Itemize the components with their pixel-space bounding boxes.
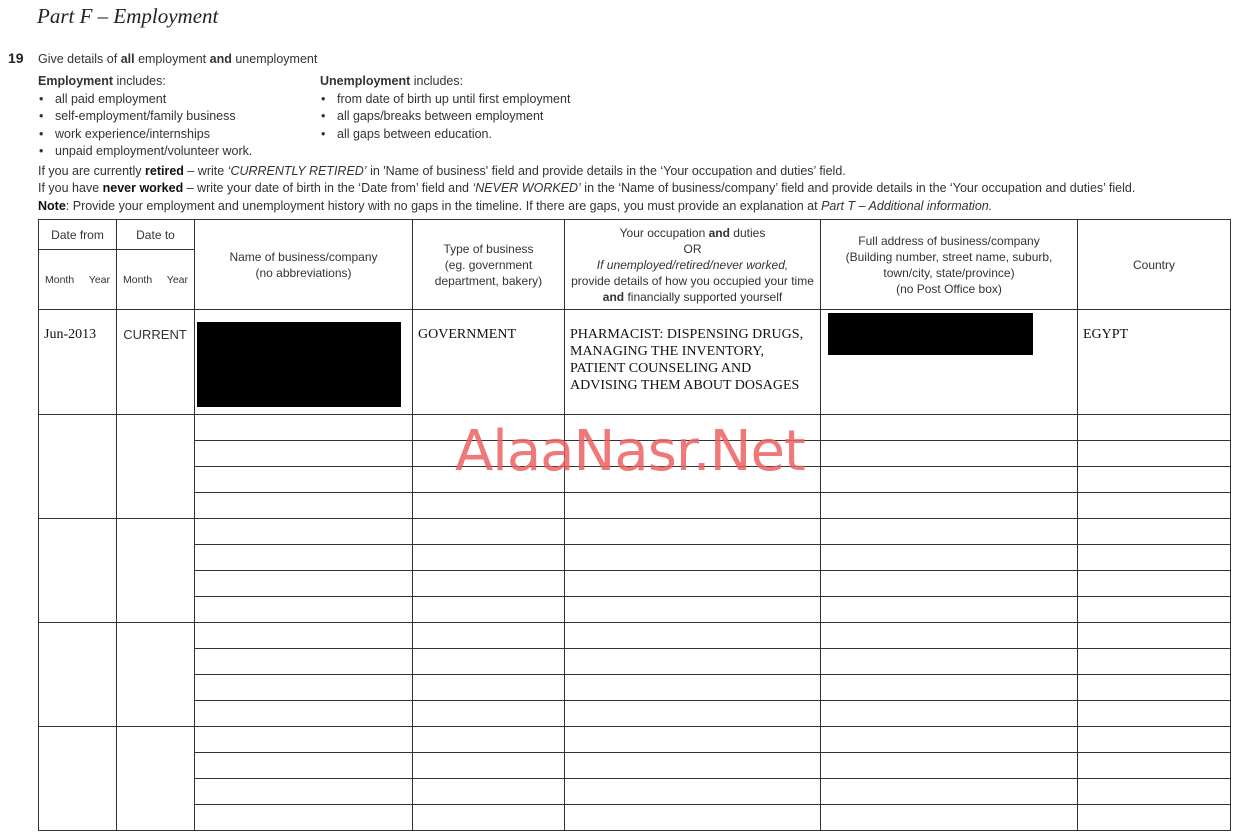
business-type-cell[interactable] [413, 545, 565, 571]
country-cell[interactable] [1078, 415, 1231, 441]
table-row [39, 623, 1231, 649]
unemployment-list [320, 91, 570, 144]
country-cell[interactable] [1078, 623, 1231, 649]
address-cell[interactable] [821, 441, 1078, 467]
table-row [39, 545, 1231, 571]
list-item: • work experience/internships [38, 126, 252, 144]
country-cell[interactable] [1078, 675, 1231, 701]
table-row [39, 727, 1231, 753]
business-type-cell[interactable] [413, 779, 565, 805]
country-cell[interactable] [1078, 597, 1231, 623]
never-worked-note: If you have never worked – write your date of birth in the ‘Date from’ field and ‘NEVER WORKED’ in the ‘Name of business/company’ field and provide details in the ‘Your occupation and duties’ field. [38, 181, 1136, 195]
country-header: Country [1078, 220, 1231, 310]
business-name-cell[interactable] [195, 675, 413, 701]
business-type-cell[interactable] [413, 493, 565, 519]
occupation-cell[interactable] [565, 727, 821, 753]
gaps-note: Note: Provide your employment and unemployment history with no gaps in the timeline. If there are gaps, you must provide an explanation at Part T – Additional information. [38, 199, 993, 213]
table-row [39, 649, 1231, 675]
business-type-cell[interactable]: GOVERNMENT [413, 310, 565, 415]
business-name-cell[interactable] [195, 493, 413, 519]
business-type-header: Type of business (eg. government department, bakery) [413, 220, 565, 310]
business-name-cell[interactable] [195, 545, 413, 571]
address-cell[interactable] [821, 753, 1078, 779]
employment-heading: Employment [38, 74, 114, 88]
table-row [39, 779, 1231, 805]
business-name-cell[interactable] [195, 727, 413, 753]
table-row [39, 597, 1231, 623]
business-type-cell[interactable] [413, 727, 565, 753]
country-cell[interactable] [1078, 753, 1231, 779]
occupation-cell[interactable]: PHARMACIST: DISPENSING DRUGS, MANAGING THE INVENTORY, PATIENT COUNSELING AND ADVISING THEM ABOUT DOSAGES [565, 310, 821, 415]
table-row [39, 441, 1231, 467]
business-type-cell[interactable] [413, 753, 565, 779]
address-cell[interactable] [821, 415, 1078, 441]
date-to-cell[interactable] [117, 415, 195, 519]
business-type-cell[interactable] [413, 441, 565, 467]
date-from-cell[interactable] [39, 415, 117, 519]
business-type-cell[interactable] [413, 675, 565, 701]
occupation-cell[interactable] [565, 753, 821, 779]
watermark: AlaaNasr.Net [455, 419, 805, 484]
address-cell[interactable] [821, 701, 1078, 727]
table-row [39, 571, 1231, 597]
employment-includes: Employment includes: • all paid employment • self-employment/family business • work experience/internships • unpaid employment/volunteer work. [38, 73, 252, 161]
question-text: Give details of all employment and unemployment [38, 52, 318, 66]
table-row [39, 675, 1231, 701]
business-type-cell[interactable] [413, 467, 565, 493]
address-cell[interactable] [821, 467, 1078, 493]
business-name-cell[interactable] [195, 779, 413, 805]
country-cell[interactable] [1078, 779, 1231, 805]
occupation-cell[interactable] [565, 571, 821, 597]
occupation-cell[interactable] [565, 415, 821, 441]
occupation-cell[interactable] [565, 493, 821, 519]
date-to-month-year: Month Year [117, 250, 195, 310]
table-row [39, 310, 1231, 415]
list-item: • unpaid employment/volunteer work. [38, 143, 252, 161]
country-cell[interactable] [1078, 805, 1231, 831]
list-item: • all paid employment [38, 91, 252, 109]
date-from-cell[interactable]: Jun-2013 [39, 310, 117, 415]
list-item: • from date of birth up until first employment [320, 91, 570, 109]
redacted-block [197, 322, 401, 407]
occupation-cell[interactable] [565, 519, 821, 545]
business-name-header: Name of business/company (no abbreviations) [195, 220, 413, 310]
employment-table [38, 219, 1231, 831]
date-to-cell[interactable] [117, 727, 195, 831]
business-type-cell[interactable] [413, 805, 565, 831]
business-name-cell[interactable] [195, 753, 413, 779]
address-header: Full address of business/company (Building number, street name, suburb, town/city, state/province) (no Post Office box) [821, 220, 1078, 310]
occupation-cell[interactable] [565, 467, 821, 493]
business-name-cell[interactable] [195, 805, 413, 831]
business-name-cell[interactable] [195, 519, 413, 545]
address-cell[interactable] [821, 675, 1078, 701]
list-item: • self-employment/family business [38, 108, 252, 126]
date-to-cell[interactable]: CURRENT [117, 310, 195, 415]
business-name-cell[interactable] [195, 597, 413, 623]
date-from-cell[interactable] [39, 623, 117, 727]
date-from-cell[interactable] [39, 519, 117, 623]
unemployment-heading: Unemployment [320, 74, 411, 88]
country-cell[interactable] [1078, 519, 1231, 545]
employment-list [38, 91, 252, 161]
country-cell[interactable] [1078, 441, 1231, 467]
country-cell[interactable] [1078, 701, 1231, 727]
business-type-cell[interactable] [413, 571, 565, 597]
date-from-header: Date from [39, 220, 117, 250]
address-cell[interactable] [821, 649, 1078, 675]
address-cell[interactable] [821, 571, 1078, 597]
table-row [39, 753, 1231, 779]
part-title: Part F – Employment [37, 4, 219, 28]
address-cell[interactable] [821, 623, 1078, 649]
country-cell[interactable] [1078, 649, 1231, 675]
occupation-cell[interactable] [565, 441, 821, 467]
table-row [39, 805, 1231, 831]
occupation-cell[interactable] [565, 675, 821, 701]
business-type-cell[interactable] [413, 519, 565, 545]
address-cell[interactable] [821, 493, 1078, 519]
list-item: • all gaps/breaks between employment [320, 108, 570, 126]
unemployment-includes: Unemployment includes: • from date of birth up until first employment • all gaps/breaks between employment • all gaps between education. [320, 73, 570, 143]
date-to-cell[interactable] [117, 623, 195, 727]
business-name-cell[interactable] [195, 649, 413, 675]
address-cell[interactable] [821, 597, 1078, 623]
country-cell[interactable] [1078, 571, 1231, 597]
business-type-cell[interactable] [413, 701, 565, 727]
business-name-cell[interactable] [195, 467, 413, 493]
question-number: 19 [8, 50, 24, 66]
country-cell[interactable] [1078, 493, 1231, 519]
business-name-cell[interactable] [195, 441, 413, 467]
table-row [39, 519, 1231, 545]
occupation-cell[interactable] [565, 623, 821, 649]
date-to-cell[interactable] [117, 519, 195, 623]
address-cell[interactable] [821, 545, 1078, 571]
occupation-cell[interactable] [565, 597, 821, 623]
business-name-cell[interactable] [195, 623, 413, 649]
occupation-cell[interactable] [565, 779, 821, 805]
date-from-month-year: Month Year [39, 250, 117, 310]
business-name-cell[interactable] [195, 571, 413, 597]
retired-note: If you are currently retired – write ‘CURRENTLY RETIRED’ in 'Name of business' field and provide details in the ‘Your occupation and duties’ field. [38, 164, 846, 178]
business-type-cell[interactable] [413, 597, 565, 623]
date-from-cell[interactable] [39, 727, 117, 831]
occupation-cell[interactable] [565, 649, 821, 675]
business-type-cell[interactable] [413, 415, 565, 441]
business-type-cell[interactable] [413, 649, 565, 675]
address-cell[interactable] [821, 779, 1078, 805]
table-row [39, 701, 1231, 727]
address-cell[interactable] [821, 310, 1078, 415]
table-row [39, 415, 1231, 441]
table-row [39, 493, 1231, 519]
country-cell[interactable]: EGYPT [1078, 310, 1231, 415]
date-to-header: Date to [117, 220, 195, 250]
table-row [39, 467, 1231, 493]
business-name-cell[interactable] [195, 415, 413, 441]
redacted-block [828, 313, 1033, 355]
address-cell[interactable] [821, 805, 1078, 831]
address-cell[interactable] [821, 519, 1078, 545]
occupation-header: Your occupation and duties OR If unemployed/retired/never worked, provide details of how you occupied your time and financially supported yourself [565, 220, 821, 310]
business-name-cell[interactable] [195, 310, 413, 415]
list-item: • all gaps between education. [320, 126, 570, 144]
business-type-cell[interactable] [413, 623, 565, 649]
business-name-cell[interactable] [195, 701, 413, 727]
address-cell[interactable] [821, 727, 1078, 753]
country-cell[interactable] [1078, 727, 1231, 753]
occupation-cell[interactable] [565, 701, 821, 727]
occupation-cell[interactable] [565, 805, 821, 831]
country-cell[interactable] [1078, 545, 1231, 571]
country-cell[interactable] [1078, 467, 1231, 493]
occupation-cell[interactable] [565, 545, 821, 571]
